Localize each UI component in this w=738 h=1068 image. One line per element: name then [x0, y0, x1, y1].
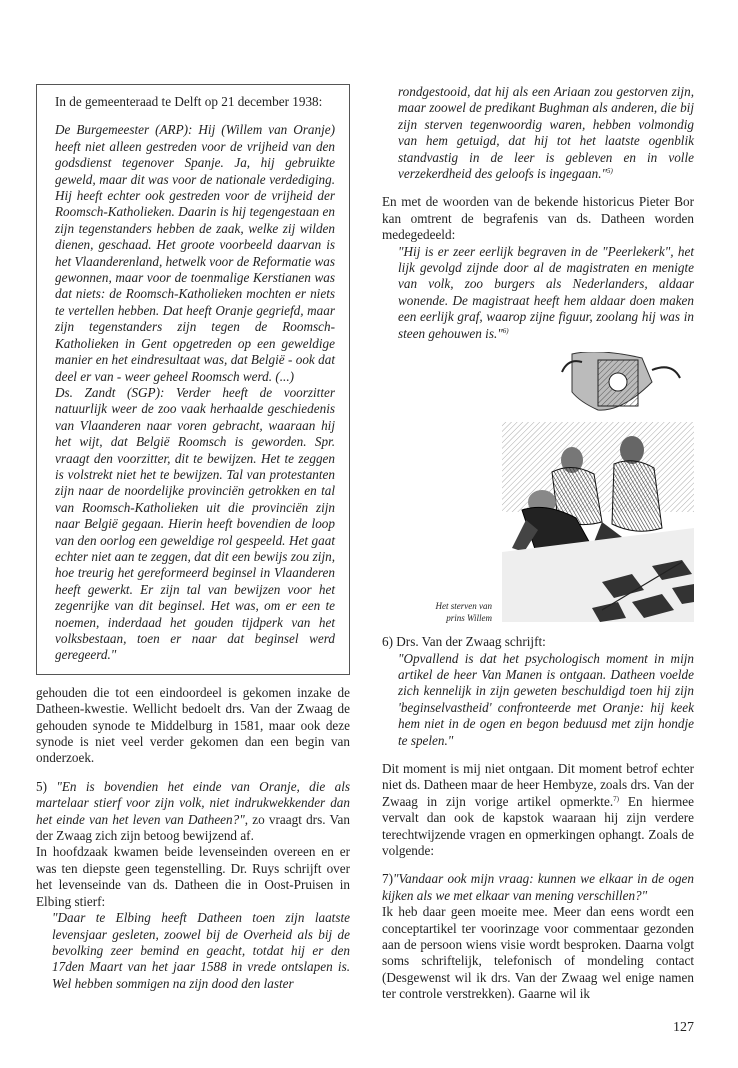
paragraph-moment-text: Dit moment is mij niet ontgaan. Dit moment betrof echter niet ds. Datheen maar de heer Hembyze, zoals drs. Van der Zwaag in zijn vorige artikel opmerkte. [382, 760, 694, 809]
paragraph-levenseinde: In hoofdzaak kwamen beide levenseinden overeen en er was ten diepste geen tegenstelling. Dr. Ruys schrijft over het levenseinde van ds. Datheen die in Oost-Pruisen in Elbing stierf: [36, 844, 350, 909]
paragraph-5-quote: "En is bovendien het einde van Oranje, die als martelaar stierf voor zijn volk, niet indrukwekkender dan het einde van het leven van Datheen?" [36, 778, 350, 827]
paragraph-5 [36, 779, 350, 845]
quote-ruys-continued-text: rondgestooid, dat hij als een Ariaan zou gestorven zijn, maar zoowel de predikant Bughman als anderen, die bij zijn sterven tegenwoordig waren, hebben volmondig van hem getuigd, dat hij tot het laatste ogenblik standvastig in de leer is gebleven en in volle verzekerdheid des geloofs is ingegaan." [398, 84, 694, 182]
paragraph-5-rest: , zo vraagt drs. Van der Zwaag zich zijn betoog bewijzend af. [36, 811, 350, 844]
page-number: 127 [673, 1020, 694, 1035]
left-column [36, 84, 350, 992]
illustration-figure [382, 352, 694, 622]
paragraph-5-number: 5) [36, 778, 57, 794]
figure-caption [412, 600, 492, 624]
paragraph-7-number: 7) [382, 871, 393, 887]
quote-ruys: "Daar te Elbing heeft Datheen toen zijn laatste levensjaar gesleten, zoowel bij de Overheid als bij de bevolking zeer bemind en geacht, totdat hij er den 17den Maart van het jaar 1588 in vrede ontslapen is. Wel hebben sommigen na zijn dood den laster [52, 910, 350, 991]
death-of-prince-willem-engraving [502, 352, 694, 622]
paragraph-moment [382, 761, 694, 859]
paragraph-moment-rest: En hiermee vervalt dan ook de kapstok waaraan hij zijn verdere terechtwijzende vragen en opmerkingen ophangt. Zoals de volgende: [382, 793, 694, 858]
paragraph-7-rest: Ik heb daar geen moeite mee. Meer dan eens wordt een conceptartikel ter voorinzage voor commentaar gezonden aan de persoon wiens visie wordt besproken. Daarna volgt soms schriftelijk, telefonisch of mondeling contact (Desgewenst wil ik drs. Van der Zwaag wel enige namen ter controle verstrekken). Gaarne wil ik [382, 904, 694, 1002]
paragraph-7-quote: "Vandaar ook mijn vraag: kunnen we elkaar in de ogen kijken als we met elkaar van mening verschillen?" [382, 871, 694, 903]
paragraph-7 [382, 871, 694, 1002]
paragraph-bor: En met de woorden van de bekende historicus Pieter Bor kan omtrent de begrafenis van ds. Datheen worden medegedeeld: [382, 194, 694, 243]
quote-van-der-zwaag: "Opvallend is dat het psychologisch moment in mijn artikel de heer Van Manen is ontgaan. Datheen voelde zich kennelijk in zijn geweten beschuldigd toen hij zijn 'beginselvastheid' confronteerde met Oranje: hij keek hem niet in de ogen en begon beduusd met zijn hondje te spelen." [398, 650, 694, 748]
right-column [382, 84, 694, 1003]
box-intro: In de gemeenteraad te Delft op 21 december 1938: [55, 94, 323, 109]
box-zandt-quote: Ds. Zandt (SGP): Verder heeft de voorzitter natuurlijk weer de zoo vaak herhaalde geschiedenis van Vlaanderen naar voren gebracht, waaraan hij het wijt, dat België Roomsch is geworden. Spr. vraagt den voorzitter, dit te bewijzen. Het te zeggen is volstrekt niet het te bewijzen. Tal van protestanten zijn naar de noordelijke provinciën getrokken en tal van Roomsch-Katholieken uit die provinciën zijn naar België gegaan. Hierin heeft bovendien de loop van den oorlog een geweldige rol gespeeld. Het gaat echter niet aan te zeggen, dat dit een bewijs zou zijn, hoe treurig het gereformeerd beginsel in Vlaanderen heeft gewerkt. Er zijn tal van bewijzen voor het zegenrijke van dit beginsel. Het was, om er een te noemen, inderdaad het gouden tijdperk van het volksbestaan, toen er naar dat beginsel werd geregeerd." [55, 384, 335, 663]
footnote-5: 5) [607, 167, 613, 176]
paragraph-synode: gehouden die tot een eindoordeel is gekomen inzake de Datheen-kwestie. Wellicht bedoelt drs. Van der Zwaag de gehouden synode te Middelburg in 1581, maar ook deze synode is niet veel verder gekomen dan een begin van onderzoek. [36, 684, 350, 766]
caption-line-1: Het sterven van [435, 601, 492, 612]
paragraph-6: 6) Drs. Van der Zwaag schrijft: [382, 634, 546, 650]
caption-line-2: prins Willem [446, 613, 492, 624]
box-burgemeester-quote: De Burgemeester (ARP): Hij (Willem van Oranje) heeft niet alleen gestreden voor de vrijheid van den godsdienst tegenover Spanje. Ja, hij gebruikte geweld, maar dit was voor de nationale verdediging. Hij heeft echter ook gestreden voor de vrijheid der Roomsch-Katholieken. Daarin is hij tegengestaan en zijn tegenstanders hebben de zaak, welke zij wilden dienen, geschaad. Het groote voorbeeld daarvan is het Vlaanderenland, hetwelk voor de Reformatie was gewonnen, maar voor de toenmalige Kerstianen was dat niets: de Roomsch-Katholieken mochten er niets te vertellen hebben. Dat heeft Oranje gegriefd, maar zijn tegenstanders zijn tegen de Roomsch-Katholieken in Gent opgetreden op een geweldige manier en het eindresultaat was, dat België - ook dat deel er van - weer geheel Roomsch werd. (...) [55, 122, 335, 384]
footnote-6: 6) [502, 326, 509, 335]
quote-bor [382, 244, 694, 342]
quote-ruys-continued [382, 84, 694, 182]
quote-box [36, 84, 350, 675]
footnote-7: 7) [613, 794, 619, 803]
quote-bor-text: "Hij is er zeer eerlijk begraven in de "Peerlekerk", het lijk gevolgd zijnde door al de magistraten en menigte van volk, zoo burgers als Nederlanders, aldaar wonende. De magistraat heeft hem aldaar doen maken een eerlijk graf, waarop zijne figuur, zoolang hij was in steen gehouwen is." [398, 243, 694, 341]
